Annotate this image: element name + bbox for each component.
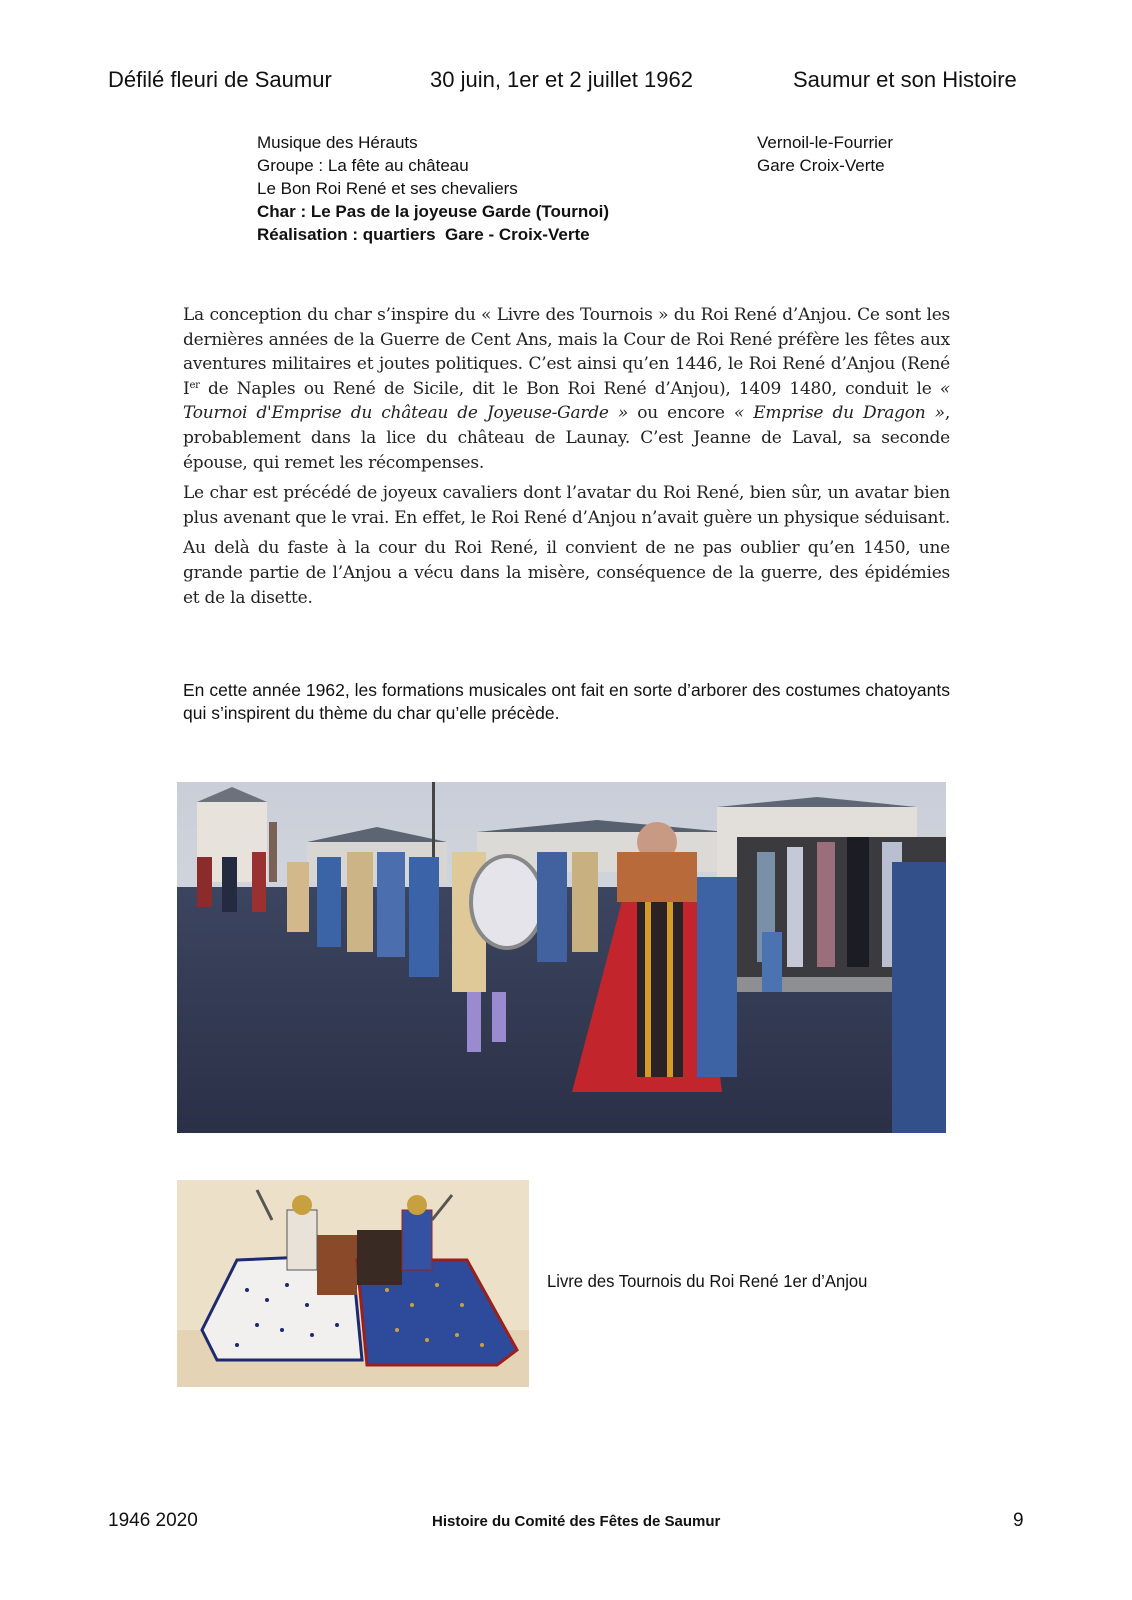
paragraph-2: Le char est précédé de joyeux cavaliers dont l’avatar du Roi René, bien sûr, un avatar bien plus avenant que le vrai. En effet, le Roi René d’Anjou n’avait guère un physique séduisant. bbox=[183, 483, 950, 528]
info-line: Groupe : La fête au château bbox=[257, 156, 469, 175]
illustration-caption: Livre des Tournois du Roi René 1er d’Anjou bbox=[547, 1271, 868, 1291]
info-right-line: Gare Croix-Verte bbox=[757, 156, 885, 175]
info-right-line: Vernoil-le-Fourrier bbox=[757, 133, 894, 152]
p1-sup: er bbox=[189, 379, 200, 391]
p1-italic: « Emprise du Dragon » bbox=[733, 403, 945, 424]
header-right: Saumur et son Histoire bbox=[793, 67, 1017, 92]
p1-part: La conception du char s’inspire du « Livre des Tournois » du Roi René d’Anjou. Ce sont les dernières années de la Guerre de Cent Ans, mais la Cour de Roi René préfère les fêtes aux aventures militaires et joutes politiques. C’est ainsi qu’en 1446, le Roi René d’Anjou (René I bbox=[183, 305, 950, 399]
info-line-bold: Réalisation : quartiers Gare - Croix-Verte bbox=[257, 225, 590, 244]
p1-italic: « Tournoi d'Emprise du château de Joyeuse-Garde » bbox=[183, 378, 950, 424]
p1-part: de Naples ou René de Sicile, dit le Bon Roi René d’Anjou), 1409 1480, conduit le bbox=[199, 378, 940, 399]
tournament-illustration bbox=[177, 1180, 529, 1387]
header-center: 30 juin, 1er et 2 juillet 1962 bbox=[430, 67, 693, 92]
footer-title: Histoire du Comité des Fêtes de Saumur bbox=[432, 1513, 721, 1530]
info-line: Le Bon Roi René et ses chevaliers bbox=[257, 179, 518, 198]
body-text bbox=[183, 303, 950, 616]
footer-years: 1946 2020 bbox=[108, 1510, 198, 1531]
paragraph-3: Au delà du faste à la cour du Roi René, il convient de ne pas oublier qu’en 1450, une grande partie de l’Anjou a vécu dans la misère, conséquence de la guerre, des épidémies et de la disette. bbox=[183, 538, 950, 608]
paragraph-1 bbox=[183, 303, 950, 475]
p1-part: , probablement dans la lice du château de Launay. C’est Jeanne de Laval, sa seconde épouse, qui remet les récompenses. bbox=[183, 403, 950, 473]
p1-part: ou encore bbox=[628, 403, 734, 424]
info-block bbox=[257, 131, 609, 246]
header-left: Défilé fleuri de Saumur bbox=[108, 67, 332, 92]
parade-photo bbox=[177, 782, 946, 1133]
info-block-right bbox=[757, 131, 893, 177]
paragraph-4: En cette année 1962, les formations musicales ont fait en sorte d’arborer des costumes chatoyants qui s’inspirent du thème du char qu’elle précède. bbox=[183, 680, 950, 723]
page-number: 9 bbox=[1013, 1510, 1024, 1531]
info-line-bold: Char : Le Pas de la joyeuse Garde (Tournoi) bbox=[257, 202, 610, 221]
info-line: Musique des Hérauts bbox=[257, 133, 418, 152]
